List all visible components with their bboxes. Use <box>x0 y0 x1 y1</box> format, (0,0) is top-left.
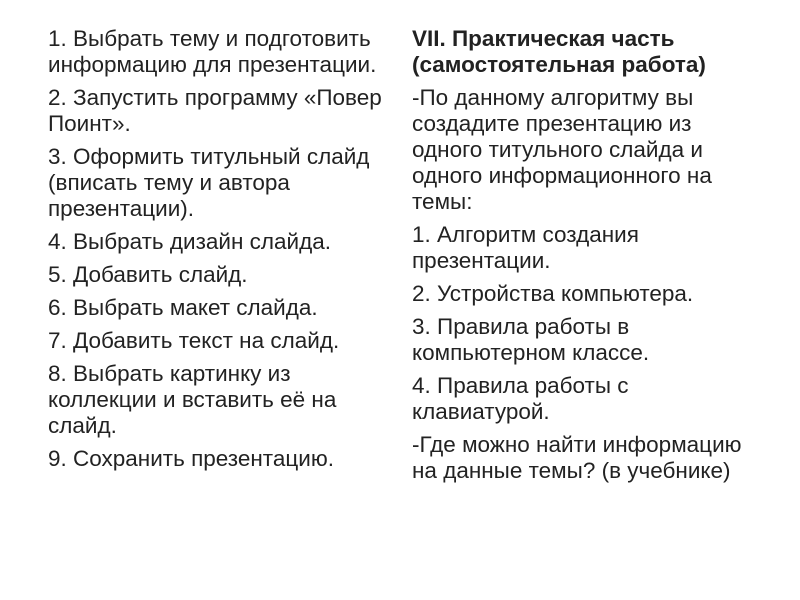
section-heading: VII. Практическая часть (самостоятельная работа) <box>412 26 706 77</box>
step-item: 3. Оформить титульный слайд (вписать тему и автора презентации). <box>48 144 370 221</box>
step-item: 5. Добавить слайд. <box>48 262 248 287</box>
step-item: 1. Выбрать тему и подготовить информацию для презентации. <box>48 26 377 77</box>
step-item: 9. Сохранить презентацию. <box>48 446 334 471</box>
topics-list <box>412 222 762 425</box>
question-text: -Где можно найти информацию на данные темы? (в учебнике) <box>412 432 742 483</box>
topic-item: 4. Правила работы с клавиатурой. <box>412 373 629 424</box>
step-item: 4. Выбрать дизайн слайда. <box>48 229 332 254</box>
topic-item: 3. Правила работы в компьютерном классе. <box>412 314 650 365</box>
steps-list <box>48 26 393 472</box>
step-item: 2. Запустить программу «Повер Поинт». <box>48 85 382 136</box>
topic-item: 1. Алгоритм создания презентации. <box>412 222 639 273</box>
intro-text: -По данному алгоритму вы создадите презентацию из одного титульного слайда и одного информационного на темы: <box>412 85 712 214</box>
topic-item: 2. Устройства компьютера. <box>412 281 694 306</box>
step-item: 8. Выбрать картинку из коллекции и вставить её на слайд. <box>48 361 337 438</box>
right-column <box>412 26 762 491</box>
step-item: 7. Добавить текст на слайд. <box>48 328 340 353</box>
left-column <box>48 26 393 479</box>
step-item: 6. Выбрать макет слайда. <box>48 295 318 320</box>
